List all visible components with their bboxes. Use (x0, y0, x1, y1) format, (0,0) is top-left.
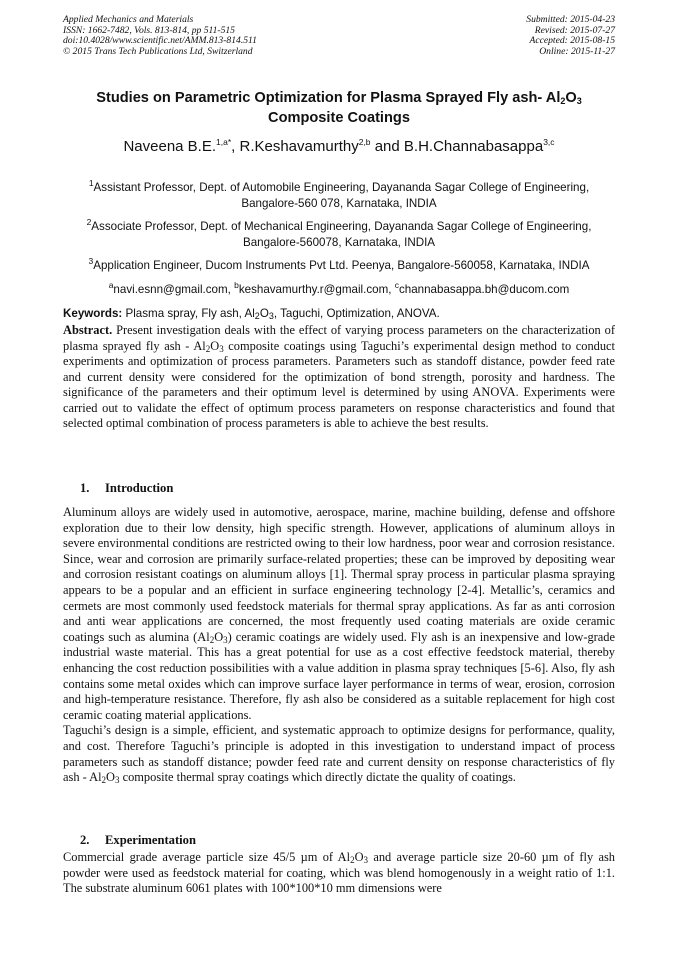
paragraph: Taguchi’s design is a simple, efficient, and systematic approach to optimize designs for performance, quality, and cost. Therefore Taguchi’s principle is adopted in this investigation to understand impact of process parameters such as standoff distance; powder feed rate and current density on response characteristics of fly ash - $Al_2O_3$ composite thermal spray coatings which directly dictate the quality of coatings. (63, 723, 615, 786)
journal-info (63, 15, 257, 57)
affiliations (62, 180, 616, 305)
affiliation-2: $^2$Associate Professor, Dept. of Mechanical Engineering, Dayananda Sagar College of Engineering, Bangalore-560078, Karnataka, INDIA (86, 217, 592, 249)
author-emails: $^a$navi.esnn@gmail.com, $^b$keshavamurthy.r@gmail.com, $^c$channabasappa.bh@ducom.com (108, 279, 570, 296)
introduction-body (63, 505, 615, 786)
paragraph: Commercial grade average particle size 45/5 µm of $Al_2O_3$ and average particle size 20-60 µm of fly ash powder were used as feedstock material for coating, which was blend homogenously in a weight ratio of 1:1. The substrate aluminum 6061 plates with 100*100*10 mm dimensions were (63, 850, 615, 896)
section-heading-introduction: 1. Introduction (80, 481, 174, 495)
journal-name: Applied Mechanics and Materials (63, 14, 194, 25)
copyright: © 2015 Trans Tech Publications Ltd, Switzerland (63, 45, 253, 57)
revised-date: Revised: 2015-07-27 (534, 24, 615, 36)
keywords: Keywords: Plasma spray, Fly ash, $Al_2O_3$, Taguchi, Optimization, ANOVA. (63, 307, 440, 321)
affiliation-3: $^3$Application Engineer, Ducom Instruments Pvt Ltd. Peenya, Bangalore-560058, Karnataka, INDIA (88, 256, 590, 272)
abstract: Abstract. Present investigation deals with the effect of varying process parameters on the characterization of plasma sprayed fly ash - $Al_2O_3$ composite coatings using Taguchi’s experimental design method to conduct experiments and optimization of process parameters. Parameters such as standoff distance, powder feed rate and current density were considered for the optimization of bond strength, porosity and hardness. The significance of the parameters and their optimum level is determined by using ANOVA. Experiments were carried out to validate the effect of optimum process parameters on response characteristics and found that selected optimal combination of process parameters is able to achieve the best results. (63, 323, 615, 430)
paper-title: Studies on Parametric Optimization for Plasma Sprayed Fly ash- $Al_2O_3$ Composite Coatings (96, 90, 582, 126)
experimentation-body (63, 850, 615, 897)
submitted-date: Submitted: 2015-04-23 (526, 14, 615, 25)
issn: ISSN: 1662-7482, Vols. 813-814, pp 511-515 (63, 24, 235, 36)
accepted-date: Accepted: 2015-08-15 (529, 35, 615, 47)
doi: doi:10.4028/www.scientific.net/AMM.813-814.511 (63, 35, 257, 47)
affiliation-1: $^1$Assistant Professor, Dept. of Automobile Engineering, Dayananda Sagar College of Engineering, Bangalore-560 078, Karnataka, INDIA (88, 178, 590, 210)
online-date: Online: 2015-11-27 (539, 45, 615, 57)
section-heading-experimentation: 2. Experimentation (80, 833, 196, 847)
paragraph: Aluminum alloys are widely used in automotive, aerospace, marine, machine building, defense and offshore exploration due to their low density, high specific strength. However, applications of aluminum alloys in severe environmental conditions are restricted owing to their low hardness, poor wear and corrosion resistance. Since, wear and corrosion are primarily surface-related properties; these can be improved by depositing wear and corrosion resistant coatings on aluminum alloys [1]. Thermal spray process in particular plasma spraying appears to be a popular and an efficient in surface engineering technology [2-4]. Metallic’s, ceramics and cermets are most commonly used feedstock materials for thermal spray applications. As far as anti corrosion and anti wear applications are concerned, the most frequently used coating materials are oxide ceramic coatings such as alumina $(Al_2O_3)$ ceramic coatings are widely used. Fly ash is an inexpensive and low-grade industrial waste material. This has a great potential for use as a cost effective feedstock material, thereby enhancing the cost reduction possibilities with a value addition in plasma spray techniques [5-6]. Also, fly ash contains some metal oxides which can improve surface layer performance in terms of wear, erosion, corrosion and high-temperature resistance. Therefore, fly ash also be considered as a suitable replacement for high cost ceramic coating material applications. (63, 505, 615, 722)
author-list: Naveena B.E.$^{1,a*}$, R.Keshavamurthy$^{2,b}$ and B.H.Channabasappa$^{3,c}$ (123, 137, 555, 155)
publication-dates (526, 15, 615, 57)
